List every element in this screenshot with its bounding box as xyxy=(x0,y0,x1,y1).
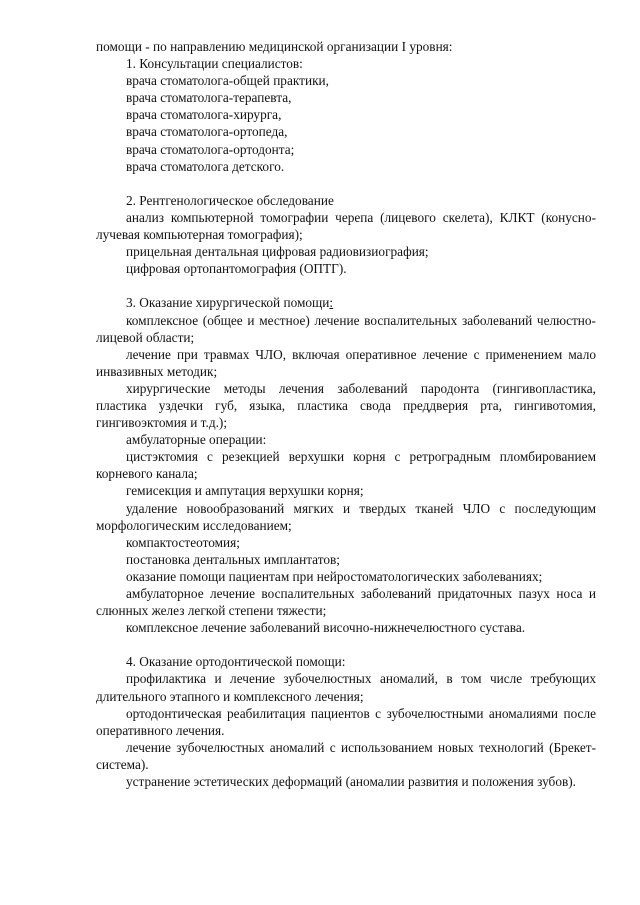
list-item: анализ компьютерной томографии черепа (лицевого скелета), КЛКТ (конусно-лучевая компьютерная томография); xyxy=(96,209,596,243)
list-item: комплексное лечение заболеваний височно-нижнечелюстного сустава. xyxy=(126,620,526,636)
list-item: врача стоматолога-терапевта, xyxy=(126,90,292,106)
list-item: хирургические методы лечения заболеваний пародонта (гингивопластика, пластика уздечки губ, языка, пластика свода преддверия рта, гингивотомия, гингивоэктомия и т.д.); xyxy=(96,380,596,431)
list-item: лечение зубочелюстных аномалий с использованием новых технологий (Брекет-система). xyxy=(96,739,596,772)
list-item: устранение эстетических деформаций (аномалии развития и положения зубов). xyxy=(126,774,577,790)
list-item: врача стоматолога-общей практики, xyxy=(126,73,329,89)
list-item: амбулаторные операции: xyxy=(126,432,267,448)
blank-line xyxy=(96,277,596,294)
list-item: профилактика и лечение зубочелюстных аномалий, в том числе требующих длительного этапного и комплексного лечения; xyxy=(96,671,596,704)
blank-line xyxy=(96,175,596,192)
list-item: цифровая ортопантомография (ОПТГ). xyxy=(126,261,347,277)
list-item: амбулаторное лечение воспалительных заболеваний придаточных пазух носа и слюнных желез легкой степени тяжести; xyxy=(96,586,596,619)
list-item: прицельная дентальная цифровая радиовизиография; xyxy=(126,244,429,260)
section-3-title xyxy=(96,294,596,311)
section-1-title: 1. Консультации специалистов: xyxy=(126,56,303,72)
list-item: цистэктомия с резекцией верхушки корня с ретроградным пломбированием корневого канала; xyxy=(96,449,596,482)
blank-line xyxy=(96,636,596,653)
list-item: оказание помощи пациентам при нейростоматологических заболеваниях; xyxy=(126,568,543,584)
section-2-title: 2. Рентгенологическое обследование xyxy=(126,192,334,208)
list-item: врача стоматолога-ортодонта; xyxy=(126,141,295,157)
list-item: комплексное (общее и местное) лечение воспалительных заболеваний челюстно-лицевой области; xyxy=(96,312,596,345)
section-4-title: 4. Оказание ортодонтической помощи: xyxy=(126,654,346,670)
list-item: удаление новообразований мягких и твердых тканей ЧЛО с последующим морфологическим исследованием; xyxy=(96,500,596,533)
list-item: постановка дентальных имплантатов; xyxy=(126,551,340,567)
section-3-title-text: 3. Оказание хирургической помощи xyxy=(126,295,330,311)
section-3-title-colon: : xyxy=(329,295,334,311)
list-item: врача стоматолога-хирурга, xyxy=(126,107,282,123)
list-item: врача стоматолога-ортопеда, xyxy=(126,124,288,140)
intro-line: помощи - по направлению медицинской организации I уровня: xyxy=(96,39,453,54)
list-item: лечение при травмах ЧЛО, включая оперативное лечение с применением мало инвазивных методик; xyxy=(96,346,596,379)
list-item: гемисекция и ампутация верхушки корня; xyxy=(126,483,364,499)
document-body xyxy=(96,38,596,790)
list-item: компактостеотомия; xyxy=(126,534,240,550)
list-item: ортодонтическая реабилитация пациентов с зубочелюстными аномалиями после оперативного лечения. xyxy=(96,705,596,738)
list-item: врача стоматолога детского. xyxy=(126,158,285,174)
